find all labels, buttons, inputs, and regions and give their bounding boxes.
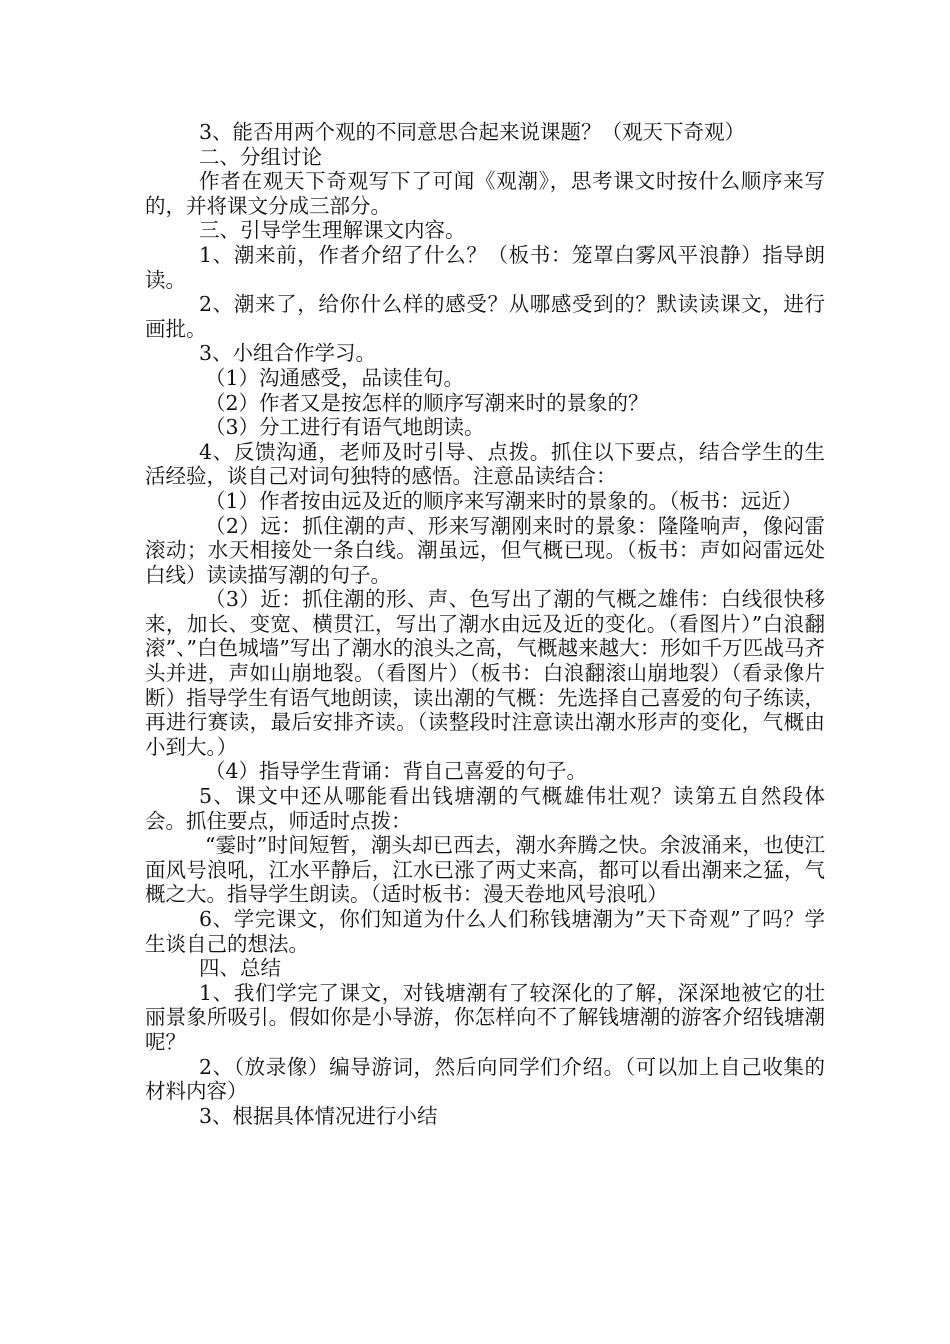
- paragraph: 1、我们学完了课文，对钱塘潮有了较深化的了解，深深地被它的壮丽景象所吸引。假如你是小导游，你怎样向不了解钱塘潮的游客介绍钱塘潮呢？: [145, 980, 825, 1054]
- paragraph: 3、根据具体情况进行小结: [199, 1103, 438, 1128]
- list-item: （2）远：抓住潮的声、形来写潮刚来时的景象：隆隆响声，像闷雷滚动；水天相接处一条白线。潮虽远，但气概已现。（板书：声如闷雷远处白线）读读描写潮的句子。: [145, 513, 825, 587]
- paragraph: 1、潮来前，作者介绍了什么？（板书：笼罩白雾风平浪静）指导朗读。: [145, 242, 825, 292]
- section-heading: 二、分组讨论: [199, 144, 322, 169]
- paragraph: 2、（放录像）编导游词，然后向同学们介绍。（可以加上自己收集的材料内容）: [145, 1054, 825, 1104]
- paragraph: 3、能否用两个观的不同意思合起来说课题？（观天下奇观）: [199, 120, 746, 144]
- paragraph: 3、小组合作学习。: [199, 341, 377, 366]
- section-heading: 三、引导学生理解课文内容。: [199, 218, 466, 243]
- paragraph: 作者在观天下奇观写下了可闻《观潮》，思考课文时按什么顺序来写的，并将课文分成三部分。: [145, 169, 825, 218]
- list-item: （4）指导学生背诵：背自己喜爱的句子。: [205, 759, 588, 784]
- paragraph: 4、反馈沟通，老师及时引导、点拨。抓住以下要点，结合学生的生活经验，谈自己对词句独特的感悟。注意品读结合：: [145, 439, 825, 489]
- paragraph: 6、学完课文，你们知道为什么人们称钱塘潮为”天下奇观”了吗？学生谈自己的想法。: [145, 907, 825, 956]
- section-heading: 四、总结: [199, 956, 281, 981]
- document-page: [145, 120, 825, 1128]
- list-item: （1）作者按由远及近的顺序来写潮来时的景象的。（板书：远近）: [205, 488, 803, 513]
- paragraph: “霎时”时间短暂，潮头却已西去，潮水奔腾之快。余波涌来，也使江面风号浪吼，江水平静后，江水已涨了两丈来高，都可以看出潮来之猛，气概之大。指导学生朗读。（适时板书：漫天卷地风号浪吼）: [145, 833, 825, 907]
- paragraph: 2、潮来了，给你什么样的感受？从哪感受到的？默读读课文，进行画批。: [145, 292, 825, 341]
- paragraph: 5、课文中还从哪能看出钱塘潮的气概雄伟壮观？读第五自然段体会。抓住要点，师适时点拨：: [145, 784, 825, 833]
- list-item: （2）作者又是按怎样的顺序写潮来时的景象的？: [205, 390, 649, 415]
- list-item: （3）分工进行有语气地朗读。: [205, 415, 485, 440]
- list-item: （1）沟通感受，品读佳句。: [205, 365, 465, 390]
- list-item: （3）近：抓住潮的形、声、色写出了潮的气概之雄伟：白线很快移来，加长、变宽、横贯江，写出了潮水由远及近的变化。（看图片）”白浪翻滚”、”白色城墙”写出了潮水的浪头之高，气概越来越大：形如千万匹战马齐头并进，声如山崩地裂。（看图片）（板书：白浪翻滚山崩地裂）（看录像片断）指导学生有语气地朗读，读出潮的气概：先选择自己喜爱的句子练读，再进行赛读，最后安排齐读。（读整段时注意读出潮水形声的变化，气概由小到大。）: [145, 587, 825, 759]
